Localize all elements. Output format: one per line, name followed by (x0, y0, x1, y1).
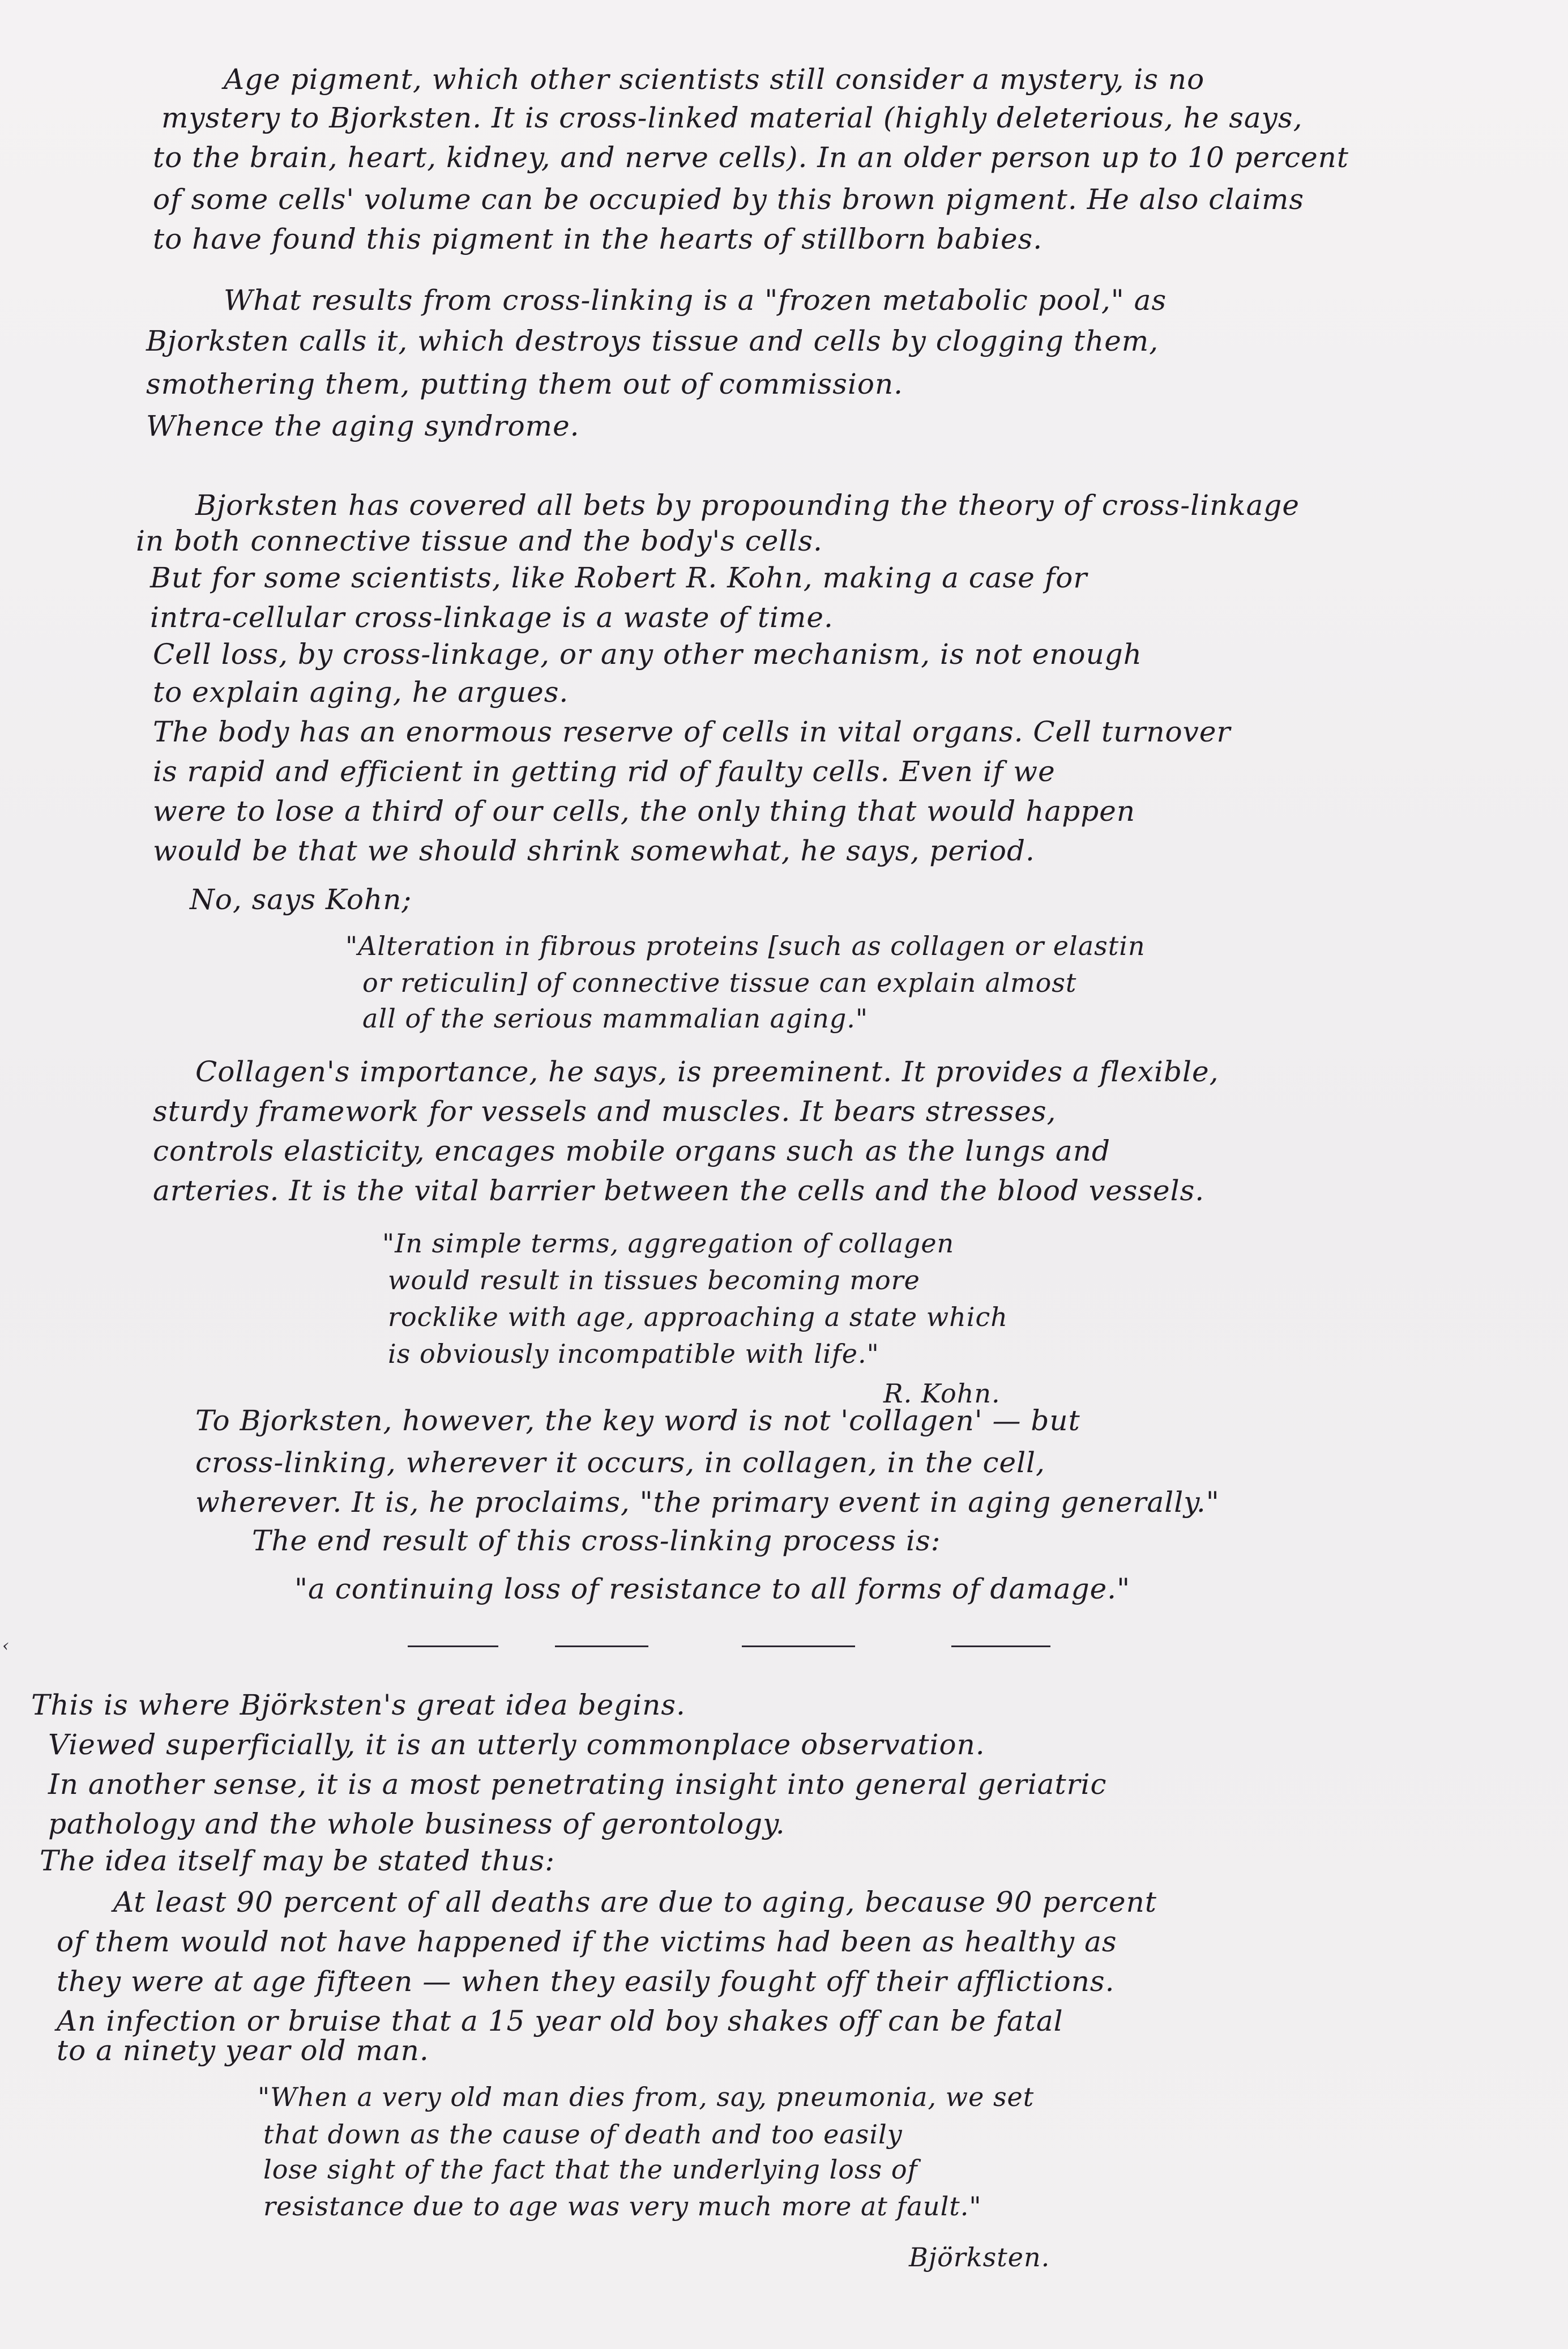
text-line: mystery to Bjorksten. It is cross-linked material (highly deleterious, he says, (161, 101, 1303, 134)
text-line: sturdy framework for vessels and muscles. It bears stresses, (153, 1095, 1057, 1128)
text-line: No, says Kohn; (190, 883, 412, 916)
text-line: is rapid and efficient in getting rid of faulty cells. Even if we (153, 755, 1056, 788)
text-line: Collagen's importance, he says, is preeminent. It provides a flexible, (195, 1055, 1219, 1088)
text-line: wherever. It is, he proclaims, "the primary event in aging generally." (195, 1486, 1220, 1519)
text-line: At least 90 percent of all deaths are due to aging, because 90 percent (113, 1886, 1157, 1919)
text-line: to explain aging, he argues. (153, 676, 569, 709)
text-line: were to lose a third of our cells, the only thing that would happen (153, 795, 1136, 828)
text-line: Viewed superficially, it is an utterly commonplace observation. (48, 1728, 985, 1761)
quote-line: would result in tissues becoming more (388, 1265, 920, 1295)
text-line: cross-linking, wherever it occurs, in collagen, in the cell, (195, 1446, 1045, 1479)
divider-rule (951, 1645, 1050, 1647)
quote-line: resistance due to age was very much more at fault." (263, 2191, 982, 2222)
quote-line: "In simple terms, aggregation of collagen (382, 1228, 955, 1259)
text-line: Cell loss, by cross-linkage, or any other mechanism, is not enough (153, 638, 1143, 671)
text-line: What results from cross-linking is a "frozen metabolic pool," as (224, 284, 1167, 317)
text-line: intra-cellular cross-linkage is a waste of time. (150, 601, 834, 634)
text-line: The end result of this cross-linking process is: (252, 1524, 941, 1557)
text-line: Whence the aging syndrome. (146, 410, 580, 442)
text-line: This is where Björksten's great idea begins. (31, 1689, 686, 1721)
quote-line: rocklike with age, approaching a state which (388, 1302, 1008, 1332)
text-line: The idea itself may be stated thus: (40, 1844, 556, 1877)
divider-rule (742, 1645, 855, 1647)
text-line: An infection or bruise that a 15 year old boy shakes off can be fatal (57, 2005, 1063, 2037)
text-line: In another sense, it is a most penetrating insight into general geriatric (48, 1768, 1107, 1801)
text-line: pathology and the whole business of gerontology. (48, 1807, 785, 1840)
text-line: they were at age fifteen — when they easily fought off their afflictions. (57, 1965, 1115, 1998)
text-line: arteries. It is the vital barrier between the cells and the blood vessels. (153, 1174, 1205, 1207)
text-line: to a ninety year old man. (57, 2034, 429, 2067)
quote-attribution: R. Kohn. (883, 1378, 1001, 1409)
text-line: to the brain, heart, kidney, and nerve cells). In an older person up to 10 percent (153, 141, 1349, 174)
text-line: would be that we should shrink somewhat, he says, period. (153, 834, 1035, 867)
quote-attribution: Björksten. (909, 2242, 1050, 2273)
quote-line: "Alteration in fibrous proteins [such as collagen or elastin (345, 931, 1146, 961)
text-line: The body has an enormous reserve of cells in vital organs. Cell turnover (153, 715, 1231, 748)
quote-line: that down as the cause of death and too easily (263, 2119, 903, 2150)
quote-line: or reticulin] of connective tissue can explain almost (362, 967, 1077, 998)
text-line: of them would not have happened if the victims had been as healthy as (57, 1925, 1117, 1958)
text-line: of some cells' volume can be occupied by this brown pigment. He also claims (153, 183, 1305, 216)
text-line: smothering them, putting them out of commission. (146, 368, 904, 400)
quote-line: is obviously incompatible with life." (388, 1338, 879, 1369)
text-line: Bjorksten calls it, which destroys tissue and cells by clogging them, (146, 325, 1159, 357)
divider-rule (555, 1645, 648, 1647)
text-line: But for some scientists, like Robert R. Kohn, making a case for (150, 561, 1088, 594)
text-line: to have found this pigment in the hearts of stillborn babies. (153, 223, 1043, 255)
text-line: "a continuing loss of resistance to all forms of damage." (294, 1572, 1131, 1605)
text-line: Age pigment, which other scientists still consider a mystery, is no (224, 63, 1205, 96)
margin-mark: ‹ (2, 1636, 9, 1656)
quote-line: lose sight of the fact that the underlying loss of (263, 2154, 918, 2185)
quote-line: "When a very old man dies from, say, pneumonia, we set (258, 2082, 1035, 2112)
text-line: Bjorksten has covered all bets by propounding the theory of cross-linkage (195, 489, 1300, 522)
quote-line: all of the serious mammalian aging." (362, 1003, 869, 1034)
text-line: in both connective tissue and the body's cells. (136, 525, 823, 557)
text-line: controls elasticity, encages mobile organs such as the lungs and (153, 1135, 1110, 1167)
text-line: To Bjorksten, however, the key word is not 'collagen' — but (195, 1404, 1080, 1437)
divider-rule (408, 1645, 498, 1647)
